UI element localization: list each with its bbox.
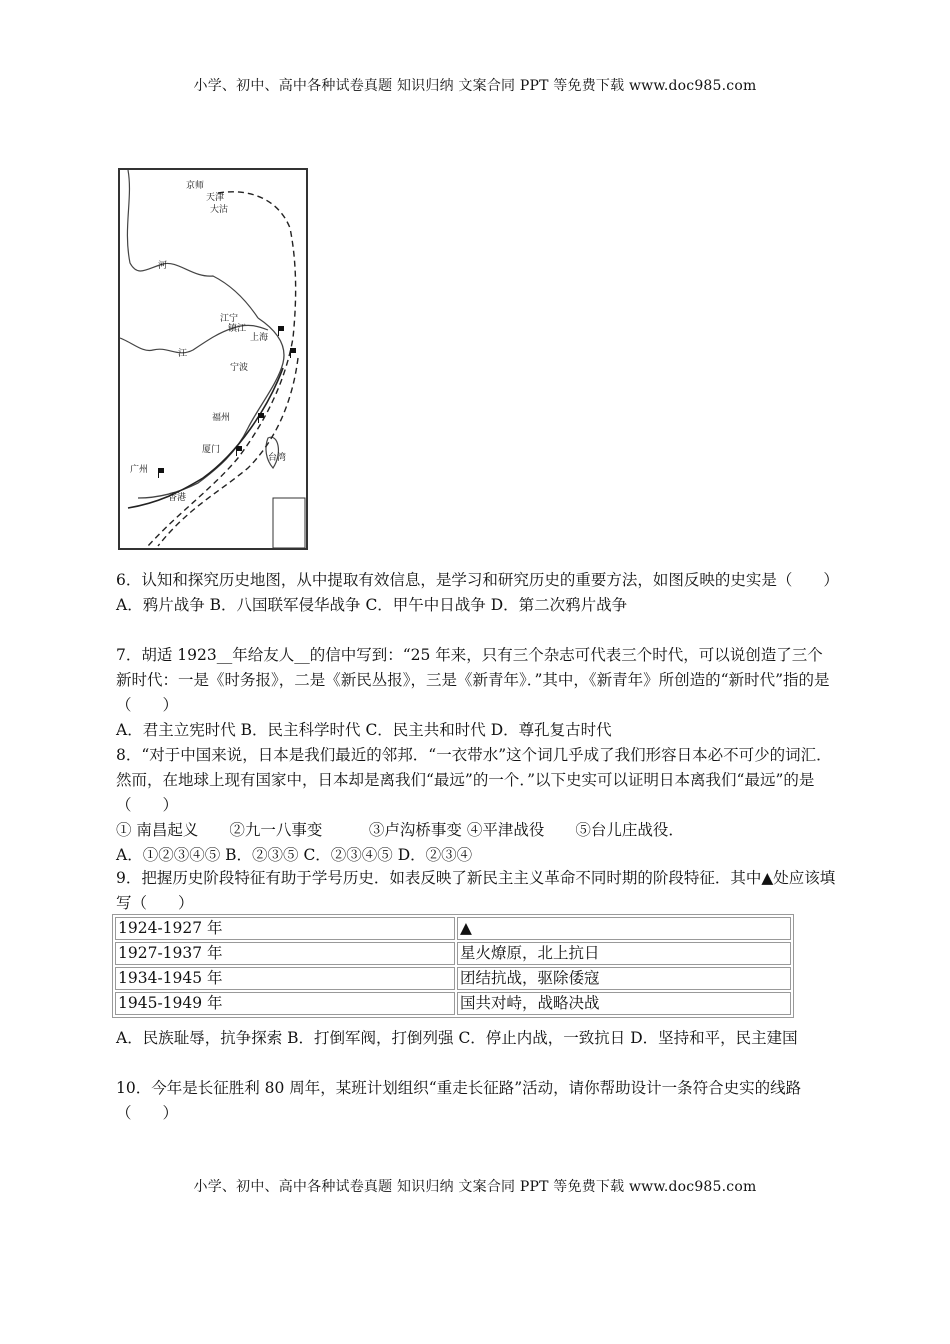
map-label: 天津 <box>206 193 225 203</box>
table-cell: 团结抗战，驱除倭寇 <box>457 967 791 990</box>
q9-stem: 9．把握历史阶段特征有助于学号历史．如表反映了新民主主义革命不同时期的阶段特征．其中▲处应该填写（ ） <box>116 869 836 912</box>
question-9 <box>116 866 836 916</box>
q7-options: A．君主立宪时代 B．民主科学时代 C．民主共和时代 D．尊孔复古时代 <box>116 721 612 739</box>
table-cell: 1945-1949 年 <box>115 992 455 1015</box>
question-6 <box>116 568 839 618</box>
q7-stem: 7．胡适 1923__年给友人__的信中写到：“25 年来，只有三个杂志可代表三个时代，可以说创造了三个新时代：一是《时务报》，二是《新民丛报》，三是《新青年》．”其中，《新青年》所创造的“新时代”指的是（ ） <box>116 646 830 714</box>
table-cell: 国共对峙，战略决战 <box>457 992 791 1015</box>
table-cell: 1927-1937 年 <box>115 942 455 965</box>
page-header: 小学、初中、高中各种试卷真题 知识归纳 文案合同 PPT 等免费下载 www.doc985.com <box>193 78 757 94</box>
map-label: 江宁 <box>220 314 239 324</box>
map-label: 京师 <box>186 181 205 191</box>
q9-options: A．民族耻辱，抗争探索 B．打倒军阀，打倒列强 C．停止内战，一致抗日 D．坚持和平，民主建国 <box>116 1029 798 1047</box>
q6-stem: 6．认知和探究历史地图，从中提取有效信息，是学习和研究历史的重要方法，如图反映的史实是（ ） <box>116 571 839 589</box>
table-cell: 1934-1945 年 <box>115 967 455 990</box>
map-label: 大沽 <box>210 205 229 215</box>
q8-options: A．①②③④⑤ B．②③⑤ C．②③④⑤ D．②③④ <box>116 846 473 864</box>
map-label: 河 <box>158 261 168 271</box>
table-row <box>115 917 791 940</box>
table-row <box>115 967 791 990</box>
question-10 <box>116 1076 836 1126</box>
map-label: 香港 <box>168 493 187 503</box>
map-label: 台湾 <box>268 453 287 463</box>
table-row <box>115 992 791 1015</box>
q10-stem: 10．今年是长征胜利 80 周年，某班计划组织“重走长征路”活动，请你帮助设计一条符合史实的线路（ ） <box>116 1079 802 1122</box>
page-footer: 小学、初中、高中各种试卷真题 知识归纳 文案合同 PPT 等免费下载 www.doc985.com <box>193 1179 757 1195</box>
table-cell: ▲ <box>457 917 791 940</box>
table-row <box>115 942 791 965</box>
q8-items: ① 南昌起义 ②九一八事变 ③卢沟桥事变 ④平津战役 ⑤台儿庄战役． <box>116 821 684 839</box>
q6-options: A．鸦片战争 B．八国联军侵华战争 C．甲午中日战争 D．第二次鸦片战争 <box>116 596 628 614</box>
map-label: 镇江 <box>228 324 247 334</box>
map-label: 宁波 <box>230 363 249 373</box>
historical-map <box>118 168 308 550</box>
map-label: 福州 <box>212 413 231 423</box>
table-cell: 星火燎原，北上抗日 <box>457 942 791 965</box>
map-label: 江 <box>178 349 188 359</box>
q9-options-block <box>116 1026 836 1051</box>
question-8 <box>116 743 836 868</box>
map-label: 广州 <box>130 465 149 475</box>
map-label: 上海 <box>250 333 269 343</box>
question-7 <box>116 643 836 743</box>
q8-stem: 8．“对于中国来说，日本是我们最近的邻邦．“一衣带水”这个词几乎成了我们形容日本必不可少的词汇．然而，在地球上现有国家中，日本却是离我们“最远”的一个．”以下史实可以证明日本离我们“最远”的是（ ） <box>116 746 832 814</box>
q9-table <box>112 914 794 1018</box>
table-cell: 1924-1927 年 <box>115 917 455 940</box>
map-label: 厦门 <box>202 445 221 455</box>
